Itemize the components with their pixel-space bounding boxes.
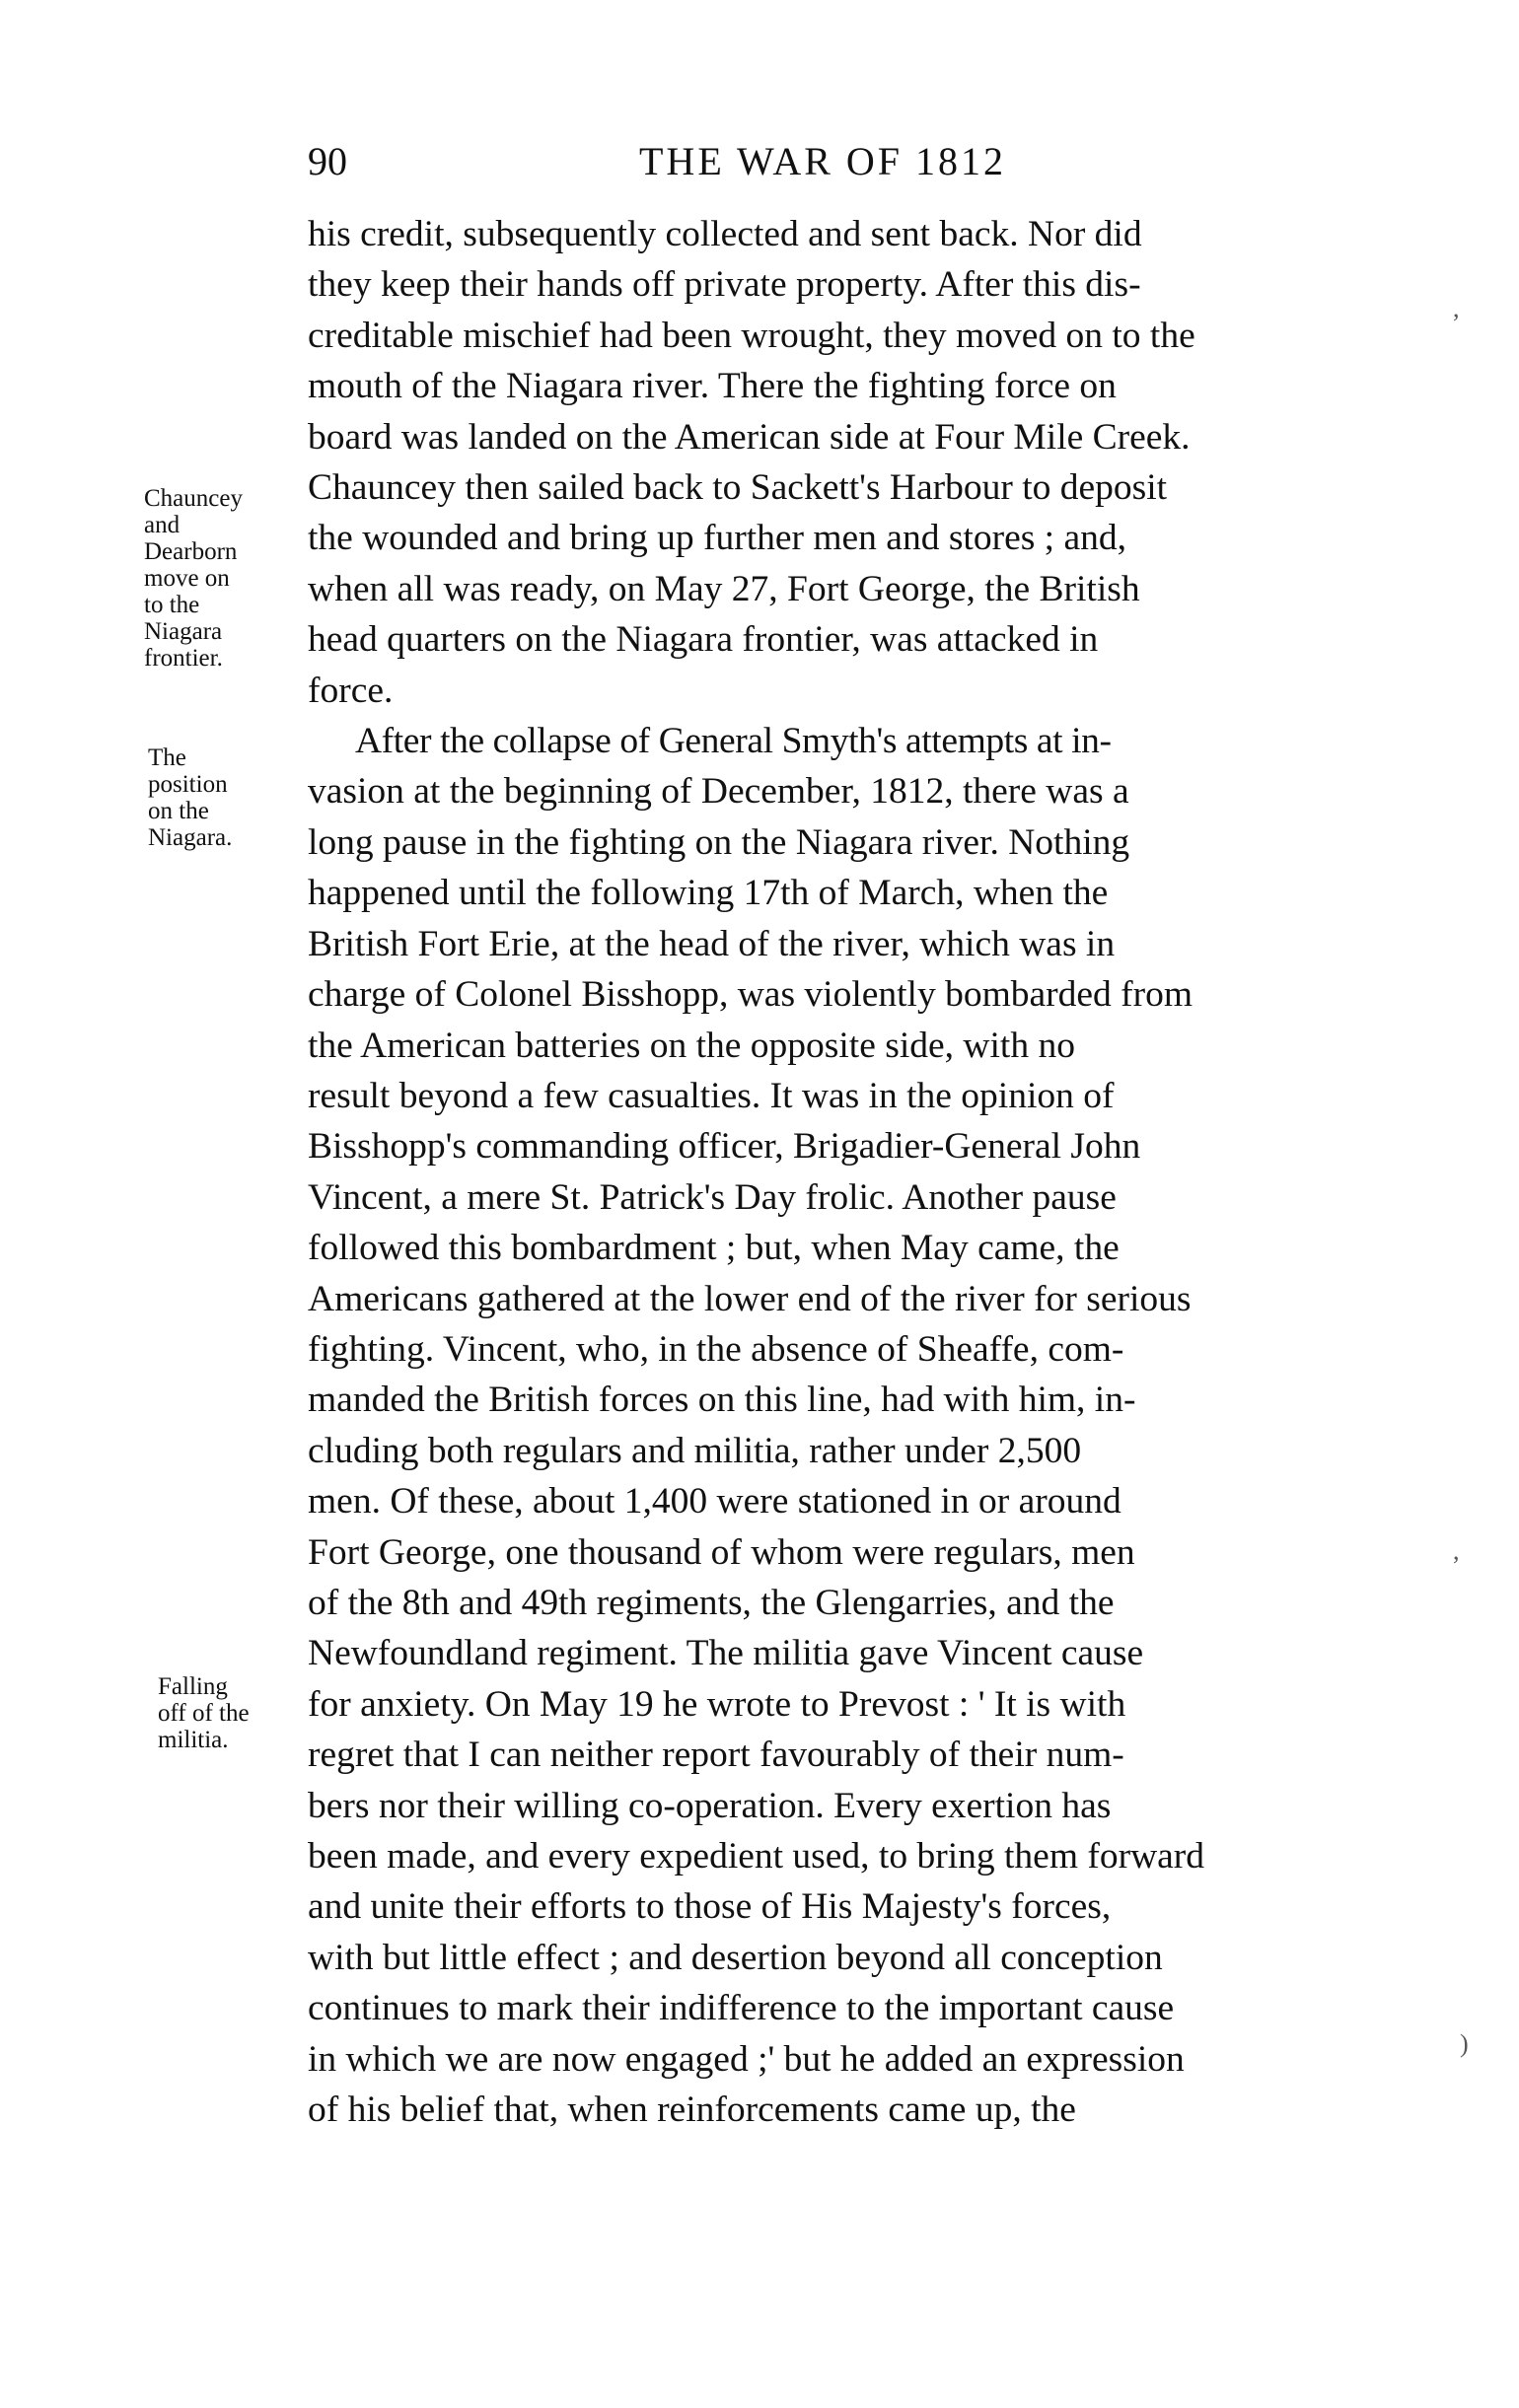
scan-speck: , — [1453, 294, 1460, 322]
text-line: mouth of the Niagara river. There the fighting force on — [308, 366, 1117, 407]
text-line: head quarters on the Niagara frontier, was attacked in — [308, 619, 1099, 661]
side-note-line: Dearborn — [144, 538, 238, 565]
text-line: his credit, subsequently collected and sent back. Nor did — [308, 214, 1142, 254]
text-line: bers nor their willing co-operation. Every exertion has — [308, 1785, 1112, 1826]
side-note-chauncey-dearborn — [144, 485, 243, 672]
text-line: creditable mischief had been wrought, they moved on to the — [308, 315, 1195, 356]
text-line: and unite their efforts to those of His Majesty's forces, — [308, 1886, 1112, 1928]
side-note-line: Niagara. — [148, 824, 233, 851]
side-note-line: The — [148, 744, 186, 771]
text-line: been made, and every expedient used, to bring them forward — [308, 1836, 1205, 1877]
text-line: with but little effect ; and desertion beyond all conception — [308, 1937, 1163, 1978]
side-note-militia — [158, 1673, 250, 1753]
text-line: After the collapse of General Smyth's attempts at in- — [355, 721, 1112, 762]
text-line: followed this bombardment ; but, when May came, the — [308, 1228, 1120, 1269]
side-note-line: on the — [148, 798, 209, 824]
side-note-line: off of the — [158, 1700, 250, 1727]
side-note-line: and — [144, 512, 181, 538]
text-line: when all was ready, on May 27, Fort George, the British — [308, 568, 1140, 609]
side-note-niagara-position — [148, 744, 232, 851]
text-line: they keep their hands off private property. After this dis- — [308, 264, 1141, 306]
page-number: 90 — [308, 139, 347, 183]
text-line: the American batteries on the opposite side, with no — [308, 1025, 1075, 1066]
side-note-line: Chauncey — [144, 485, 243, 512]
text-line: Chauncey then sailed back to Sackett's Harbour to deposit — [308, 467, 1168, 509]
text-line: board was landed on the American side at Four Mile Creek. — [308, 416, 1191, 458]
side-note-line: Niagara — [144, 618, 223, 645]
running-title: THE WAR OF 1812 — [639, 139, 1007, 183]
text-line: Newfoundland regiment. The militia gave Vincent cause — [308, 1633, 1144, 1674]
side-note-line: militia. — [158, 1727, 229, 1753]
scan-speck: ) — [1460, 2029, 1469, 2058]
text-line: fighting. Vincent, who, in the absence of Sheaffe, com- — [308, 1328, 1124, 1370]
side-note-line: to the — [144, 592, 200, 618]
text-line: British Fort Erie, at the head of the river, which was in — [308, 923, 1116, 964]
text-line: cluding both regulars and militia, rather under 2,500 — [308, 1430, 1082, 1471]
side-note-line: position — [148, 771, 228, 798]
side-note-line: Falling — [158, 1673, 228, 1700]
scan-speck: , — [1453, 1536, 1460, 1565]
text-line: result beyond a few casualties. It was in the opinion of — [308, 1075, 1115, 1116]
text-line: Vincent, a mere St. Patrick's Day frolic. Another pause — [308, 1176, 1117, 1218]
text-line: Bisshopp's commanding officer, Brigadier-General John — [308, 1126, 1141, 1168]
text-line: for anxiety. On May 19 he wrote to Prevost : ' It is with — [308, 1683, 1126, 1725]
text-line: men. Of these, about 1,400 were stationed in or around — [308, 1481, 1121, 1523]
text-line: force. — [308, 670, 394, 711]
side-note-line: frontier. — [144, 645, 223, 672]
text-line: happened until the following 17th of March, when the — [308, 873, 1109, 914]
text-line: long pause in the fighting on the Niagara river. Nothing — [308, 821, 1130, 863]
text-line: in which we are now engaged ;' but he added an expression — [308, 2038, 1185, 2080]
text-line: of the 8th and 49th regiments, the Glengarries, and the — [308, 1582, 1115, 1623]
text-line: vasion at the beginning of December, 1812, there was a — [308, 771, 1129, 813]
text-line: charge of Colonel Bisshopp, was violently bombarded from — [308, 974, 1194, 1016]
side-note-line: move on — [144, 565, 230, 592]
text-line: manded the British forces on this line, had with him, in- — [308, 1380, 1136, 1421]
text-line: Americans gathered at the lower end of the river for serious — [308, 1278, 1192, 1319]
body-text — [308, 209, 1373, 2135]
text-line: regret that I can neither report favourably of their num- — [308, 1735, 1124, 1776]
text-line: Fort George, one thousand of whom were regulars, men — [308, 1531, 1135, 1573]
text-line: the wounded and bring up further men and stores ; and, — [308, 518, 1126, 559]
text-line: of his belief that, when reinforcements came up, the — [308, 2089, 1076, 2131]
text-line: continues to mark their indifference to the important cause — [308, 1988, 1175, 2029]
